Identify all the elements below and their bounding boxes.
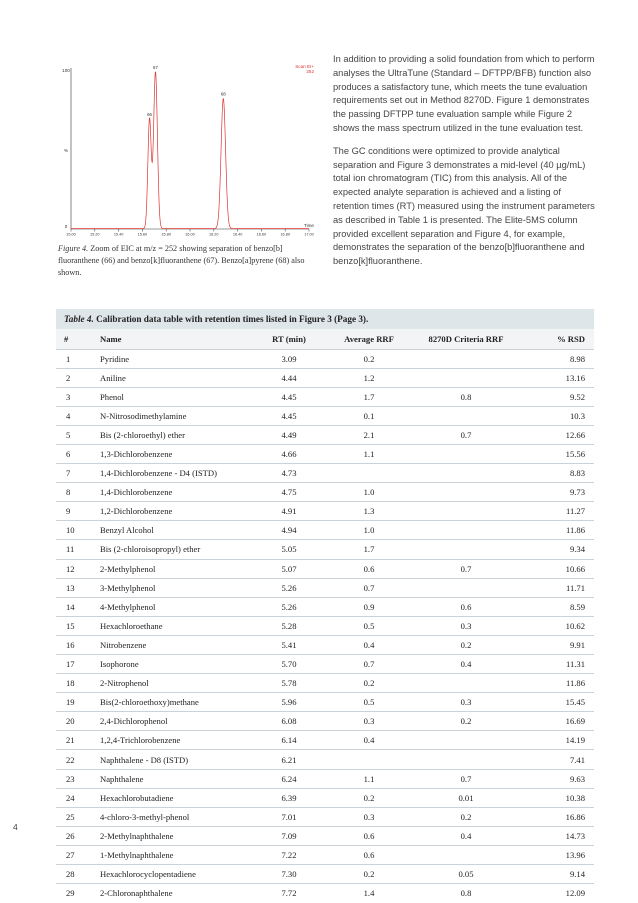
average-rrf-cell: 0.7 [363,659,375,670]
criteria-rrf-cell: 0.8 [460,391,472,402]
rsd-value-cell: 14.73 [565,830,585,841]
average-rrf-cell: 0.6 [363,849,375,860]
table-row [56,635,594,654]
row-number-cell: 5 [66,429,71,440]
rsd-value-cell: 9.73 [569,487,585,498]
x-axis-title: Time [303,223,314,228]
retention-time-cell: 7.09 [281,830,297,841]
retention-time-cell: 7.01 [281,811,297,822]
x-axis-ticks [66,229,314,237]
table-row [56,712,594,731]
average-rrf-cell: 1.1 [363,773,375,784]
table-row [56,655,594,674]
table-row [56,616,594,635]
average-rrf-cell: 0.3 [363,811,375,822]
compound-name-cell: 2-Nitrophenol [100,678,149,689]
retention-time-cell: 5.41 [281,639,297,650]
table-row [56,502,594,521]
rsd-value-cell: 9.34 [569,544,585,555]
rsd-value-cell: 12.66 [565,429,585,440]
average-rrf-cell: 0.5 [363,697,375,708]
rsd-value-cell: 11.31 [565,659,585,670]
chromatogram-svg [57,58,317,236]
table-row [56,425,594,444]
row-number-cell: 16 [66,639,75,650]
y-axis-top-label: 100 [62,68,70,73]
rsd-value-cell: 15.45 [565,697,585,708]
compound-name-cell: Naphthalene - D8 (ISTD) [100,754,189,765]
compound-name-cell: 1-Methylnaphthalene [100,849,174,860]
table-row [56,826,594,845]
table-row [56,444,594,463]
y-axis-bottom-label: 0 [64,224,68,229]
rsd-value-cell: 11.71 [565,582,585,593]
row-number-cell: 27 [66,849,75,860]
average-rrf-cell: 0.6 [363,563,375,574]
peak-label-67: 67 [153,65,158,70]
table-row [56,845,594,864]
rsd-value-cell: 14.19 [565,735,585,746]
rsd-value-cell: 8.59 [569,601,585,612]
rsd-value-cell: 15.56 [565,449,585,460]
criteria-rrf-cell [410,406,522,425]
row-number-cell: 29 [66,888,75,899]
table-label: Table 4. [64,314,94,324]
row-number-cell: 26 [66,830,75,841]
criteria-rrf-cell [410,368,522,387]
compound-name-cell: Naphthalene [100,773,144,784]
average-rrf-cell: 0.4 [363,639,375,650]
calibration-data-table [56,329,594,903]
header-number: # [64,333,69,344]
criteria-rrf-cell [410,349,522,368]
page-number: 4 [13,822,18,832]
criteria-rrf-cell: 0.8 [460,888,472,899]
retention-time-cell: 4.45 [281,410,297,421]
compound-name-cell: Hexachlorobutadiene [100,792,174,803]
retention-time-cell: 6.21 [281,754,297,765]
criteria-rrf-cell [410,444,522,463]
average-rrf-cell: 0.1 [363,410,375,421]
rsd-value-cell: 9.91 [569,639,585,650]
retention-time-cell: 5.26 [281,582,297,593]
row-number-cell: 21 [66,735,75,746]
retention-time-cell: 5.96 [281,697,297,708]
row-number-cell: 2 [66,372,71,383]
rsd-value-cell: 16.69 [565,716,585,727]
table-row [56,387,594,406]
rsd-value-cell: 9.63 [569,773,585,784]
criteria-rrf-cell: 0.2 [460,639,472,650]
rsd-value-cell: 8.98 [569,353,585,364]
average-rrf-cell: 0.5 [363,620,375,631]
rsd-value-cell: 9.14 [569,869,585,880]
average-rrf-cell [328,464,410,483]
rsd-value-cell: 11.86 [565,678,585,689]
criteria-rrf-cell [410,540,522,559]
rsd-value-cell: 9.52 [569,391,585,402]
average-rrf-cell: 0.2 [363,869,375,880]
average-rrf-cell: 1.4 [363,888,375,899]
table-body [56,349,594,903]
compound-name-cell: Aniline [100,372,126,383]
row-number-cell: 8 [66,487,71,498]
compound-name-cell: 4-Methylphenol [100,601,156,612]
retention-time-cell: 6.24 [281,773,297,784]
compound-name-cell: 2,4-Dichlorophenol [100,716,168,727]
row-number-cell: 7 [66,468,71,479]
row-number-cell: 6 [66,449,71,460]
retention-time-cell: 5.05 [281,544,297,555]
criteria-rrf-cell: 0.2 [460,716,472,727]
table-row [56,597,594,616]
retention-time-cell: 5.78 [281,678,297,689]
retention-time-cell: 5.28 [281,620,297,631]
table-header-row [56,329,594,349]
row-number-cell: 11 [66,544,75,555]
compound-name-cell: Nitrobenzene [100,639,147,650]
rsd-value-cell: 12.09 [565,888,585,899]
peak-label-68: 68 [220,91,226,97]
retention-time-cell: 7.72 [281,888,297,899]
table-row [56,406,594,425]
rsd-value-cell: 13.16 [565,372,585,383]
criteria-rrf-cell: 0.2 [460,811,472,822]
table-row [56,807,594,826]
rsd-value-cell: 11.86 [565,525,585,536]
table-row [56,349,594,368]
criteria-rrf-cell [410,750,522,769]
compound-name-cell: 1,4-Dichlorobenzene - D4 (ISTD) [100,468,217,479]
average-rrf-cell: 0.2 [363,678,375,689]
row-number-cell: 14 [66,601,75,612]
retention-time-cell: 5.70 [281,659,297,670]
table-row [56,464,594,483]
rsd-value-cell: 13.96 [565,849,585,860]
x-tick-label: 16.40 [232,232,243,237]
retention-time-cell: 4.91 [281,506,297,517]
criteria-rrf-cell: 0.7 [460,773,472,784]
compound-name-cell: 2-Chloronaphthalene [100,888,173,899]
average-rrf-cell: 0.9 [363,601,375,612]
header-rsd: % RSD [557,333,585,344]
rsd-value-cell: 10.66 [565,563,585,574]
criteria-rrf-cell [410,521,522,540]
average-rrf-cell: 1.7 [363,391,375,402]
table-title-bar [56,309,594,329]
row-number-cell: 24 [66,792,75,803]
average-rrf-cell: 1.0 [363,525,375,536]
row-number-cell: 20 [66,716,75,727]
compound-name-cell: 1,3-Dichlorobenzene [100,449,173,460]
x-tick-label: 15.00 [66,232,76,237]
compound-name-cell: Bis (2-chloroethyl) ether [100,429,185,440]
average-rrf-cell [328,750,410,769]
average-rrf-cell: 1.2 [363,372,375,383]
x-tick-label: 15.80 [161,232,171,237]
average-rrf-cell: 1.7 [363,544,375,555]
criteria-rrf-cell: 0.6 [460,601,472,612]
row-number-cell: 9 [66,506,71,517]
header-rt: RT (min) [272,333,306,344]
y-axis-unit-label: % [63,148,69,153]
legend-scan-label: Scan EI+ [295,64,314,69]
compound-name-cell: 1,4-Dichlorobenzene [100,487,173,498]
body-paragraph-2: The GC conditions were optimized to provide analytical separation and Figure 3 demonstrates a mid-level (40 µg/mL) total ion chromatogram (TIC) from this analysis. All of the expected analyte separation is achieved and a listing of retention times (RT) measured using the instrument parameters as described in Table 1 is presented. The Elite-5MS column provided excellent separation and Figure 4, for example, demonstrates the separation of the benzo[b]fluoranthene and benzo[k]fluoranthene. [333,145,595,267]
table-row [56,559,594,578]
retention-time-cell: 4.75 [281,487,297,498]
table-row [56,540,594,559]
compound-name-cell: 4-chloro-3-methyl-phenol [100,811,190,822]
criteria-rrf-cell [410,731,522,750]
average-rrf-cell: 1.3 [363,506,375,517]
retention-time-cell: 4.66 [281,449,297,460]
criteria-rrf-cell [410,464,522,483]
average-rrf-cell: 0.2 [363,353,375,364]
x-tick-label: 16.60 [256,232,267,237]
compound-name-cell: Benzyl Alcohol [100,525,154,536]
row-number-cell: 22 [66,754,75,765]
average-rrf-cell: 2.1 [363,429,375,440]
x-tick-label: 16.20 [209,232,219,237]
rsd-value-cell: 10.3 [569,410,585,421]
compound-name-cell: N-Nitrosodimethylamine [100,410,187,421]
compound-name-cell: 1,2-Dichlorobenzene [100,506,173,517]
retention-time-cell: 5.07 [281,563,297,574]
table-row [56,368,594,387]
header-name: Name [100,333,122,344]
legend-mz-label: 252 [306,69,314,74]
calibration-table [56,309,594,903]
compound-name-cell: 2-Methylnaphthalene [100,830,174,841]
row-number-cell: 19 [66,697,75,708]
criteria-rrf-cell [410,845,522,864]
row-number-cell: 25 [66,811,75,822]
compound-name-cell: Isophorone [100,659,139,670]
average-rrf-cell: 0.2 [363,792,375,803]
rsd-value-cell: 11.27 [565,506,585,517]
compound-name-cell: Bis (2-chloroisopropyl) ether [100,544,201,555]
criteria-rrf-cell: 0.7 [460,429,472,440]
row-number-cell: 23 [66,773,75,784]
compound-name-cell: 1,2,4-Trichlorobenzene [100,735,181,746]
x-tick-label: 15.60 [137,232,148,237]
compound-name-cell: 2-Methylphenol [100,563,156,574]
row-number-cell: 1 [66,353,71,364]
rsd-value-cell: 10.38 [565,792,585,803]
retention-time-cell: 6.08 [281,716,297,727]
criteria-rrf-cell: 0.4 [460,830,472,841]
table-row [56,865,594,884]
x-tick-label: 15.40 [113,232,124,237]
retention-time-cell: 6.39 [281,792,297,803]
header-criteria-rrf: 8270D Criteria RRF [428,333,504,344]
table-row [56,750,594,769]
row-number-cell: 17 [66,659,75,670]
criteria-rrf-cell: 0.3 [460,620,472,631]
chromatogram-figure [57,58,317,236]
rsd-value-cell: 8.83 [569,468,585,479]
compound-name-cell: Hexachlorocyclopentadiene [100,869,196,880]
compound-name-cell: 3-Methylphenol [100,582,156,593]
rsd-value-cell: 16.86 [565,811,585,822]
row-number-cell: 4 [66,410,71,421]
table-row [56,674,594,693]
criteria-rrf-cell: 0.3 [460,697,472,708]
row-number-cell: 10 [66,525,75,536]
table-row [56,483,594,502]
average-rrf-cell: 0.3 [363,716,375,727]
figure-label: Figure 4. [58,244,89,253]
figure-caption-text: Zoom of EIC at m/z = 252 showing separation of benzo[b] fluoranthene (66) and benzo[k]fluoranthene (67). Benzo[a]pyrene (68) also shown. [58,244,305,277]
retention-time-cell: 4.44 [281,372,297,383]
retention-time-cell: 7.22 [281,849,297,860]
compound-name-cell: Phenol [100,391,124,402]
retention-time-cell: 4.45 [281,391,297,402]
row-number-cell: 28 [66,869,75,880]
table-title: Calibration data table with retention times listed in Figure 3 (Page 3). [96,314,369,324]
table-row [56,731,594,750]
peak-labels [147,65,226,117]
retention-time-cell: 3.09 [281,353,297,364]
retention-time-cell: 4.49 [281,429,297,440]
retention-time-cell: 5.26 [281,601,297,612]
figure-caption [58,243,320,279]
table-row [56,693,594,712]
table-row [56,578,594,597]
retention-time-cell: 4.94 [281,525,297,536]
row-number-cell: 12 [66,563,75,574]
table-row [56,788,594,807]
average-rrf-cell: 0.6 [363,830,375,841]
retention-time-cell: 6.14 [281,735,297,746]
row-number-cell: 18 [66,678,75,689]
table-row [56,769,594,788]
x-tick-label: 17.00 [304,232,314,237]
row-number-cell: 3 [66,391,71,402]
rsd-value-cell: 10.62 [565,620,585,631]
retention-time-cell: 7.30 [281,869,297,880]
x-tick-label: 16.00 [185,232,195,237]
row-number-cell: 15 [66,620,75,631]
criteria-rrf-cell [410,502,522,521]
criteria-rrf-cell: 0.01 [458,792,474,803]
compound-name-cell: Bis(2-chloroethoxy)methane [100,697,199,708]
peak-label-66: 66 [147,112,152,118]
criteria-rrf-cell [410,578,522,597]
x-tick-label: 15.20 [90,232,100,237]
criteria-rrf-cell: 0.4 [460,659,472,670]
criteria-rrf-cell [410,483,522,502]
body-paragraph-1: In addition to providing a solid foundation from which to perform analyses the UltraTune (Standard – DFTPP/BFB) function also produces a satisfactory tune, which meets the tune evaluation requirements set out in Method 8270D. Figure 1 demonstrates the passing DFTPP tune evaluation sample while Figure 2 shows the mass spectrum utilized in the tune evaluation test. [333,54,595,133]
body-text-column [333,53,595,278]
average-rrf-cell: 0.7 [363,582,375,593]
table-row [56,884,594,903]
criteria-rrf-cell: 0.7 [460,563,472,574]
header-average-rrf: Average RRF [344,333,394,344]
compound-name-cell: Pyridine [100,353,130,364]
table-row [56,521,594,540]
average-rrf-cell: 0.4 [363,735,375,746]
x-tick-label: 16.80 [280,232,290,237]
rsd-value-cell: 7.41 [569,754,585,765]
row-number-cell: 13 [66,582,75,593]
eic-trace-line [71,72,309,229]
criteria-rrf-cell [410,674,522,693]
compound-name-cell: Hexachloroethane [100,620,163,631]
retention-time-cell: 4.73 [281,468,297,479]
average-rrf-cell: 1.1 [363,449,375,460]
average-rrf-cell: 1.0 [363,487,375,498]
criteria-rrf-cell: 0.05 [458,869,474,880]
